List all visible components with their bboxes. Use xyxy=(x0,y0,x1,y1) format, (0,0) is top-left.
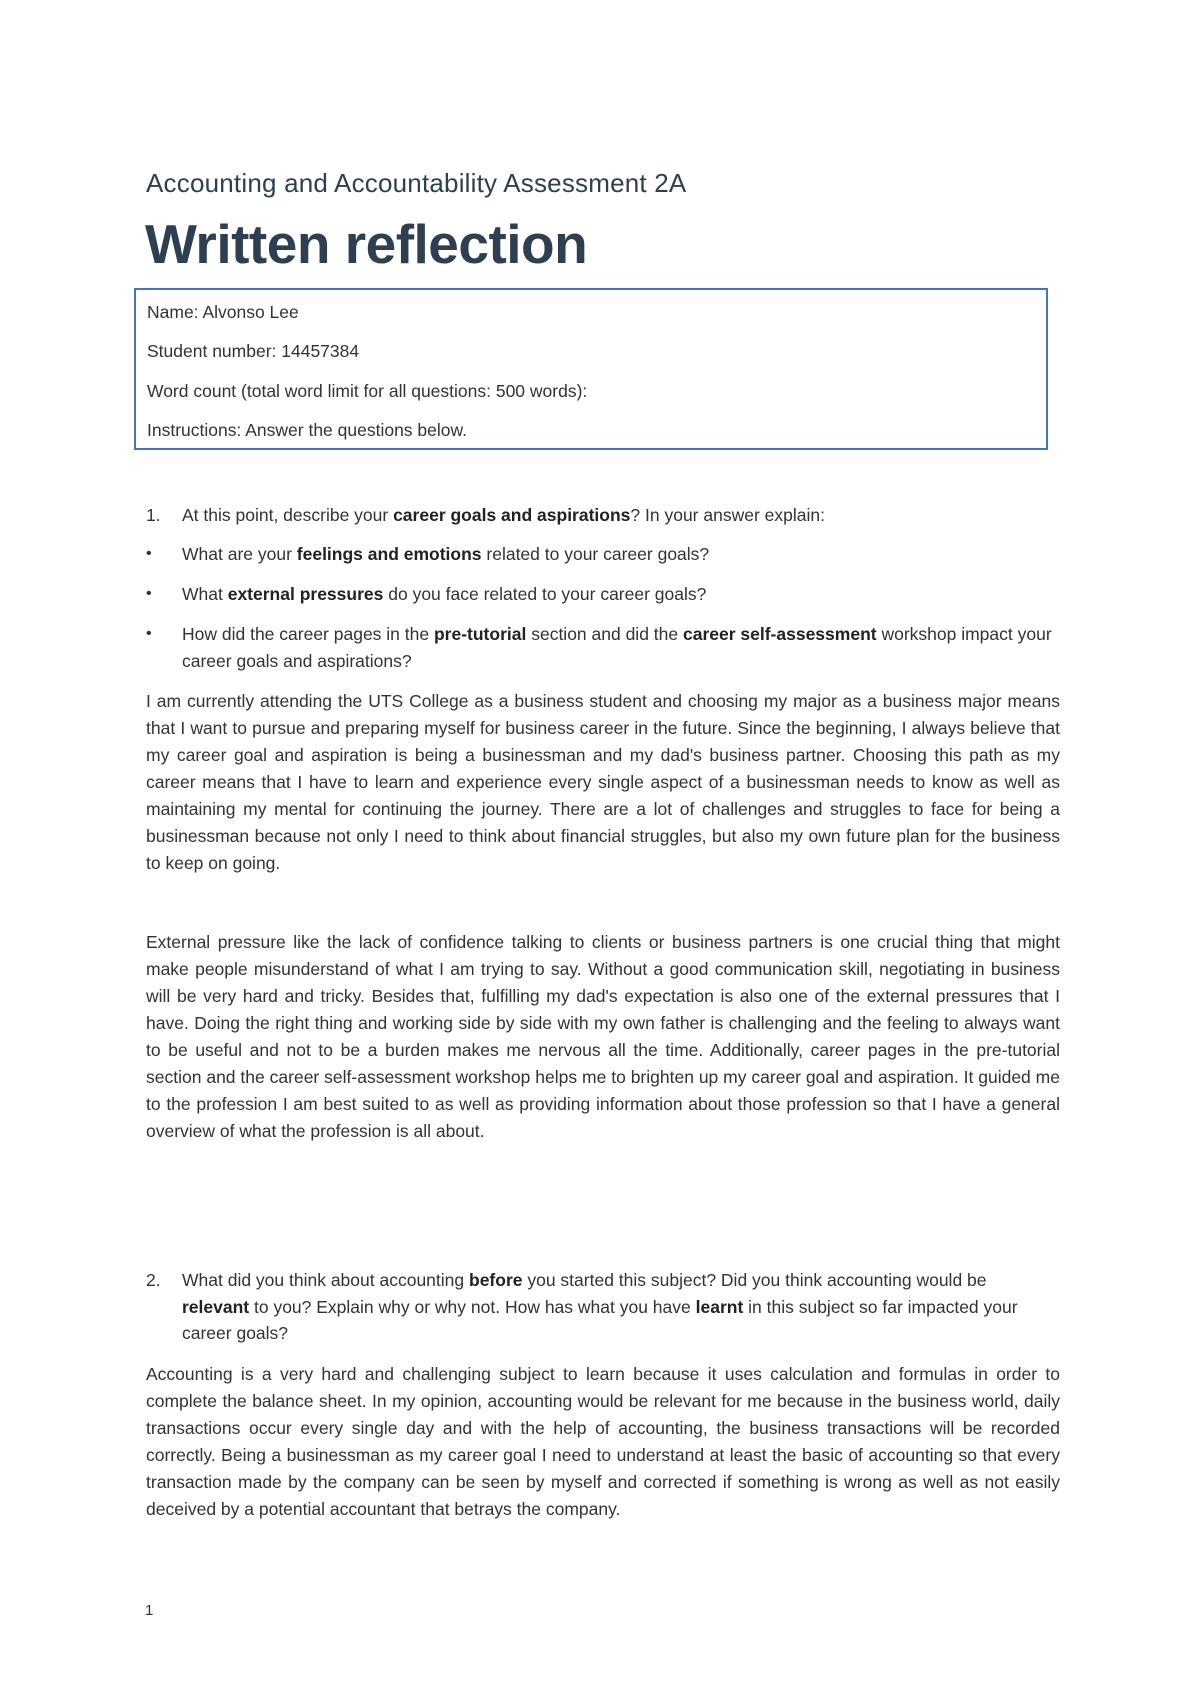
bullet-text xyxy=(182,541,1052,568)
answer-1-paragraph-1: I am currently attending the UTS College as a business student and choosing my major as a business major means that I want to pursue and preparing myself for business career in the future. Since the beginning, I always believe that my career goal and aspiration is being a businessman and my dad's business partner. Choosing this path as my career means that I have to learn and experience every single aspect of a businessman needs to know as well as maintaining my mental for continuing the journey. There are a lot of challenges and struggles to face for being a businessman because not only I need to think about financial struggles, but also my own future plan for the business to keep on going. xyxy=(146,691,1060,873)
question-text-part: to you? Explain why or why not. How has what you have xyxy=(249,1296,696,1317)
bullet-text-part: section and did the xyxy=(526,624,683,644)
bullet-text xyxy=(182,581,1052,608)
answer-2-paragraph-1: Accounting is a very hard and challenging subject to learn because it uses calculation and formulas in order to complete the balance sheet. In my opinion, accounting would be relevant for me because in the business world, daily transactions occur every single day and with the help of accounting, the business transactions will be recorded correctly. Being a businessman as my career goal I need to understand at least the basic of accounting so that every transaction made by the company can be seen by myself and corrected if something is wrong as well as not easily deceived by a potential accountant that betrays the company. xyxy=(146,1364,1060,1519)
bullet-text xyxy=(182,621,1052,674)
student-info-box xyxy=(134,288,1048,450)
question-emphasis: relevant xyxy=(182,1296,250,1317)
answer-1-paragraph-2: External pressure like the lack of confidence talking to clients or business partners is one crucial thing that might make people misunderstand of what I am trying to say. Without a good communication skill, negotiating in business will be very hard and tricky. Besides that, fulfilling my dad's expectation is also one of the external pressures that I have. Doing the right thing and working side by side with my own father is challenging and the feeling to always want to be useful and not to be a burden makes me nervous all the time. Additionally, career pages in the pre-tutorial section and the career self-assessment workshop helps me to brighten up my career goal and aspiration. It guided me to the profession I am best suited to as well as providing information about those profession so that I have a general overview of what the profession is all about. xyxy=(146,932,1060,1141)
question-text-part: At this point, describe your xyxy=(182,505,394,525)
word-count: Word count (total word limit for all questions: 500 words): xyxy=(147,381,588,401)
bullet-emphasis: external pressures xyxy=(227,584,384,604)
question-text xyxy=(182,502,1052,529)
bullet-emphasis: feelings and emotions xyxy=(296,544,482,564)
question-2 xyxy=(146,1267,1060,1347)
question-1-bullet-3 xyxy=(146,621,1060,674)
question-text-part: in this subject so far impacted your career goals? xyxy=(182,1296,1018,1343)
bullet-text-part: workshop impact your career goals and aspirations? xyxy=(182,624,1052,671)
bullet-text-part: What xyxy=(182,584,228,604)
question-1 xyxy=(146,502,1060,529)
question-text xyxy=(182,1267,1052,1347)
bullet-text-part: related to your career goals? xyxy=(481,544,710,564)
bullet-icon: • xyxy=(146,545,152,562)
student-name: Name: Alvonso Lee xyxy=(147,302,299,322)
question-text-part: ? In your answer explain: xyxy=(630,505,825,525)
question-1-bullet-1 xyxy=(146,541,1060,568)
bullet-text-part: do you face related to your career goals? xyxy=(383,584,707,604)
bullet-icon: • xyxy=(146,625,152,642)
document-subtitle: Accounting and Accountability Assessment 2A xyxy=(146,168,687,198)
bullet-icon: • xyxy=(146,585,152,602)
question-text-part: What did you think about accounting xyxy=(182,1270,469,1290)
question-number: 2. xyxy=(146,1270,161,1290)
question-text-part: you started this subject? Did you think accounting would be xyxy=(522,1270,987,1290)
student-number: Student number: 14457384 xyxy=(147,341,360,361)
question-emphasis: career goals and aspirations xyxy=(393,505,631,525)
question-emphasis: before xyxy=(469,1270,523,1290)
page-number: 1 xyxy=(145,1602,154,1619)
bullet-text-part: What are your xyxy=(182,544,297,564)
question-number: 1. xyxy=(146,505,161,525)
bullet-text-part: How did the career pages in the xyxy=(182,624,434,644)
bullet-emphasis: pre-tutorial xyxy=(433,624,527,644)
question-emphasis: learnt xyxy=(695,1296,744,1317)
document-title: Written reflection xyxy=(145,213,588,275)
question-1-bullet-2 xyxy=(146,581,1060,608)
bullet-emphasis: career self-assessment xyxy=(682,624,877,644)
instructions: Instructions: Answer the questions below. xyxy=(147,420,468,440)
